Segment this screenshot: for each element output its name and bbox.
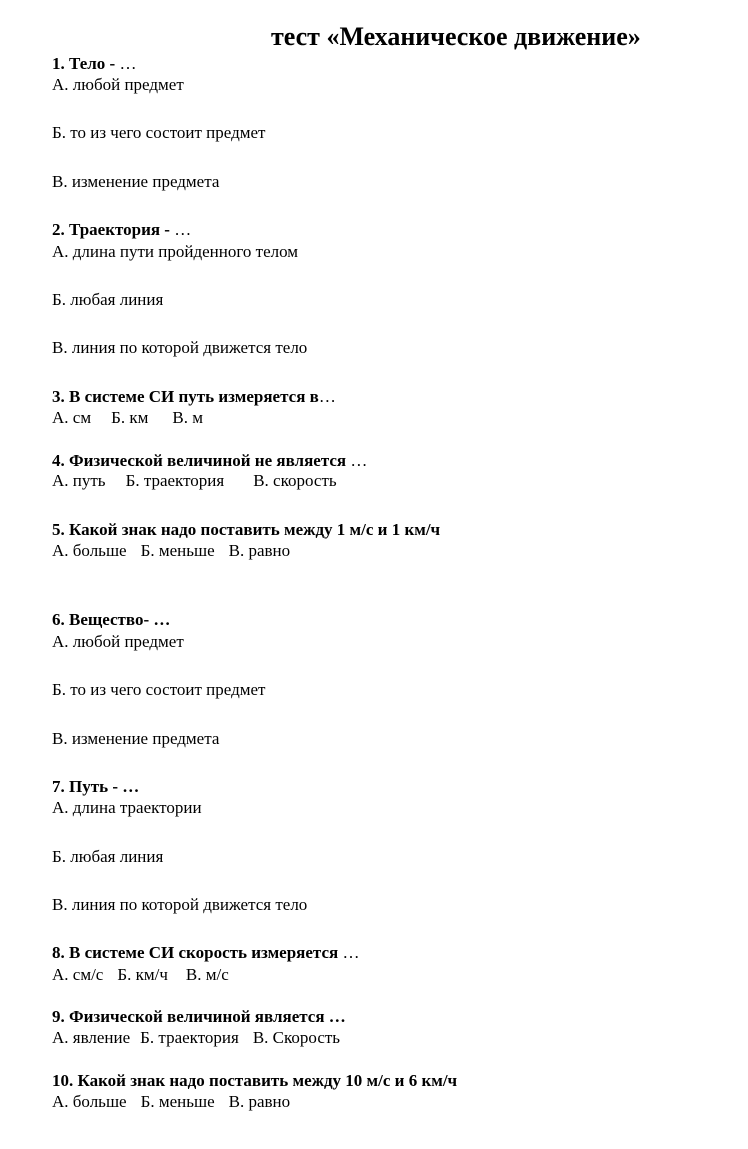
question-3-options [52,407,203,429]
question-text: 9. Физической величиной является … [52,1007,346,1026]
question-7-option-b: Б. любая линия [52,847,164,866]
page-title: тест «Механическое движение» [271,22,641,51]
question-6-option-b: Б. то из чего состоит предмет [52,680,266,699]
question-1-option-a: А. любой предмет [52,75,184,94]
question-2-option-c: В. линия по которой движется тело [52,338,308,357]
question-7-option-a: А. длина траектории [52,798,202,817]
option-b: Б. меньше [140,541,215,560]
question-text: 4. Физической величиной не является [52,451,351,470]
question-text: 5. Какой знак надо поставить между 1 м/с и 1 км/ч [52,520,441,539]
option-a: А. больше [52,541,127,560]
question-7-option-c: В. линия по которой движется тело [52,895,308,914]
question-10-options [52,1091,290,1113]
question-6-option-a: А. любой предмет [52,632,184,651]
question-2-option-a: А. длина пути пройденного телом [52,242,299,261]
option-a: А. путь [52,471,106,490]
option-a: А. явление [52,1028,131,1047]
option-a: А. больше [52,1092,127,1111]
option-c: В. Скорость [252,1028,341,1047]
question-7 [52,776,139,798]
question-4-options [52,470,337,492]
question-10 [52,1070,457,1092]
option-c: В. м/с [185,965,229,984]
question-ellipsis: … [342,943,360,962]
question-ellipsis: … [174,220,192,239]
question-6-option-c: В. изменение предмета [52,729,220,748]
question-text: 1. Тело - [52,54,120,73]
question-ellipsis: … [318,387,336,406]
question-text: 8. В системе СИ скорость измеряется [52,943,343,962]
question-9 [52,1006,346,1028]
question-text: 3. В системе СИ путь измеряется в [52,387,319,406]
question-text: 10. Какой знак надо поставить между 10 м/с и 6 км/ч [52,1071,458,1090]
question-2 [52,219,191,241]
option-b: Б. км/ч [117,965,168,984]
option-a: А. см/с [52,965,104,984]
question-6 [52,609,170,631]
question-text: 6. Вещество- … [52,610,171,629]
question-text: 2. Траектория - [52,220,175,239]
option-b: Б. км [111,408,149,427]
question-3 [52,386,336,408]
question-ellipsis: … [119,54,137,73]
question-ellipsis: … [350,451,368,470]
question-text: 7. Путь - … [52,777,140,796]
question-1-option-b: Б. то из чего состоит предмет [52,123,266,142]
question-1 [52,53,136,75]
option-a: А. см [52,408,92,427]
question-9-options [52,1027,340,1049]
option-c: В. равно [228,541,291,560]
question-8-options [52,964,229,986]
option-b: Б. траектория [140,1028,239,1047]
option-b: Б. меньше [140,1092,215,1111]
option-c: В. равно [228,1092,291,1111]
option-c: В. скорость [253,471,337,490]
option-c: В. м [172,408,203,427]
question-1-option-c: В. изменение предмета [52,172,220,191]
question-2-option-b: Б. любая линия [52,290,164,309]
question-5 [52,519,440,541]
question-8 [52,942,359,964]
question-5-options [52,540,290,562]
question-4 [52,450,367,472]
option-b: Б. траектория [125,471,225,490]
